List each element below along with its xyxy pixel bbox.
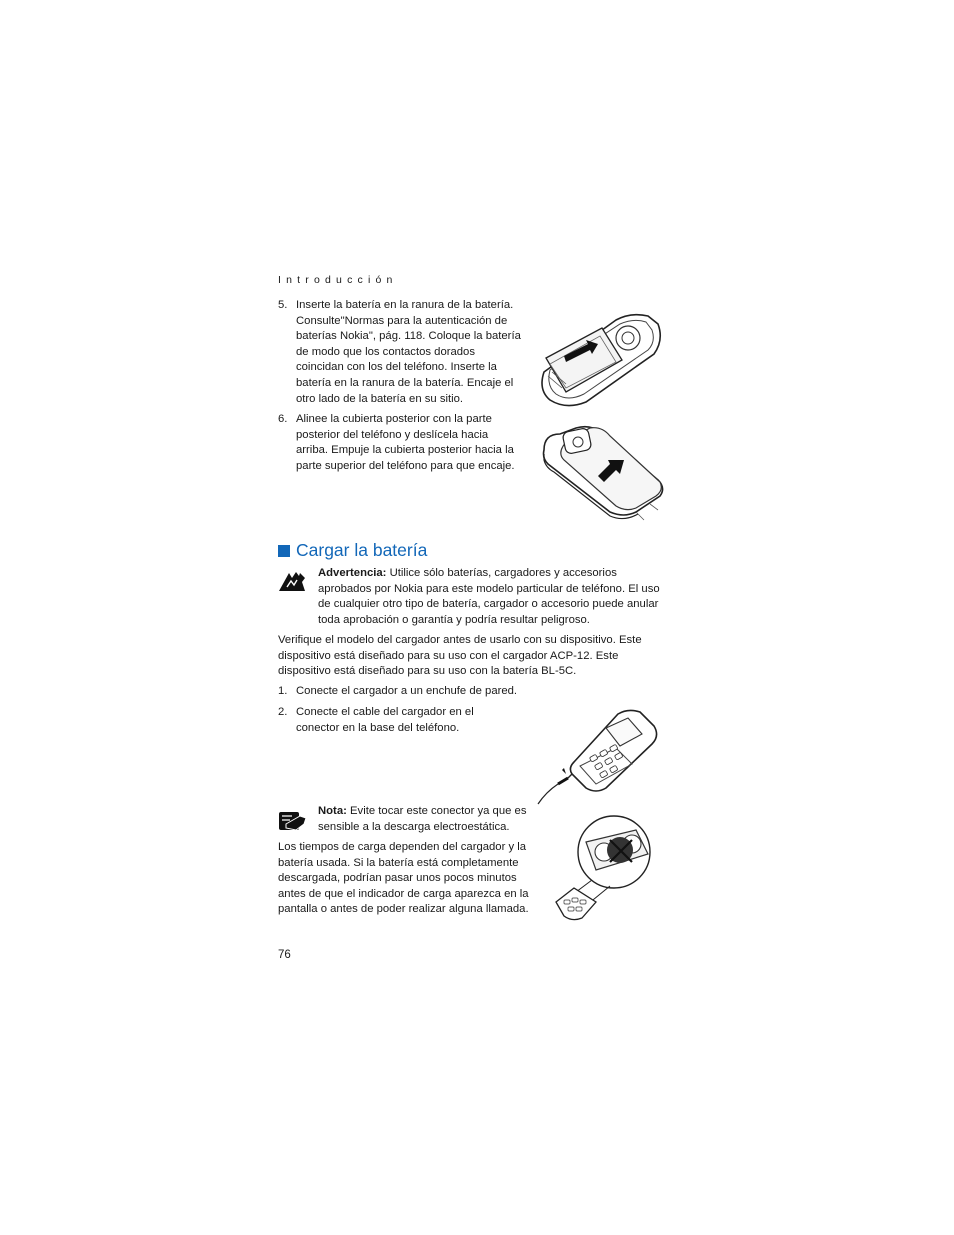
note-label: Nota:	[318, 805, 347, 817]
step-6-text: Alinee la cubierta posterior con la parte posterior del teléfono y deslícela hacia arriba. Empuje la cubierta posterior hacia la parte superior del teléfono para que encaje.	[296, 413, 515, 472]
intro-paragraph: Verifique el modelo del cargador antes de usarlo con su dispositivo. Este dispositivo está diseñado para su uso con el cargador ACP-12. Este dispositivo está diseñado para su uso con la batería BL-5C.	[278, 634, 642, 678]
battery-insertion-illustration	[536, 310, 666, 410]
heading-square-icon	[278, 545, 290, 557]
warning-label: Advertencia:	[318, 567, 387, 579]
page-number: 76	[278, 949, 291, 961]
warning-text: Utilice sólo baterías, cargadores y accesorios aprobados por Nokia para este modelo particular de teléfono. El uso de cualquier otro tipo de batería, cargador o accesorio puede anular toda aprobación o garantía y podría resultar peligroso.	[318, 567, 660, 626]
step-6-number: 6.	[278, 413, 288, 425]
phone-charger-illustration	[536, 708, 666, 808]
warning-hand-icon	[278, 570, 306, 592]
step-5-text: Inserte la batería en la ranura de la batería. Consulte"Normas para la autenticación de baterías Nokia", pág. 118. Coloque la batería de modo que los contactos dorados coincidan con los del teléfono. Inserte la batería en la ranura de la batería. Encaje el otro lado de la batería en su sitio.	[296, 299, 521, 405]
step-5-number: 5.	[278, 299, 288, 311]
back-cover-illustration	[540, 420, 670, 520]
charge-step-1-number: 1.	[278, 685, 288, 697]
section-title: Cargar la batería	[296, 540, 428, 560]
note-hand-icon	[278, 810, 308, 832]
note-text: Evite tocar este conector ya que es sensible a la descarga electroestática.	[318, 805, 527, 833]
connector-warning-illustration	[552, 812, 660, 924]
final-paragraph: Los tiempos de carga dependen del cargador y la batería usada. Si la batería está completamente descargada, podrían pasar unos pocos minutos antes de que el indicador de carga aparezca en la pantalla o antes de poder realizar alguna llamada.	[278, 841, 529, 916]
section-heading	[278, 540, 427, 561]
charge-step-2-number: 2.	[278, 706, 288, 718]
note-block	[318, 804, 528, 835]
warning-block	[318, 566, 668, 628]
running-header: Introducción	[278, 274, 398, 286]
charge-step-1-text: Conecte el cargador a un enchufe de pared.	[296, 685, 518, 697]
charge-step-2-text: Conecte el cable del cargador en el conector en la base del teléfono.	[296, 706, 474, 734]
